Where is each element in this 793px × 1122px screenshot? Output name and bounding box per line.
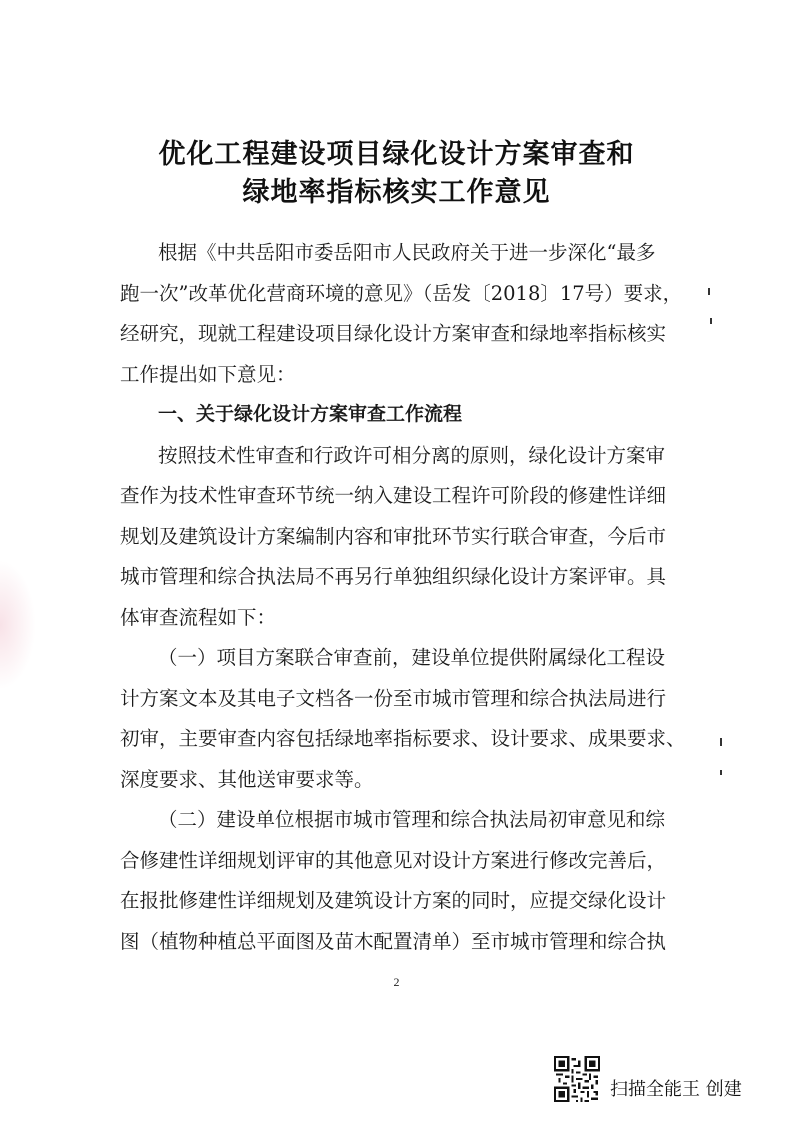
scan-mark bbox=[708, 288, 710, 295]
page-number: 2 bbox=[393, 975, 400, 989]
body-line-7: 查作为技术性审查环节统一纳入建设工程许可阶段的修建性详细 bbox=[120, 484, 667, 507]
body-line-17: 在报批修建性详细规划及建筑设计方案的同时，应提交绿化设计 bbox=[120, 889, 667, 912]
scan-stain bbox=[0, 560, 36, 690]
body-line-18: 图（植物种植总平面图及苗木配置清单）至市城市管理和综合执 bbox=[120, 929, 667, 953]
body-line-6: 按照技术性审查和行政许可相分离的原则，绿化设计方案审 bbox=[158, 443, 666, 467]
scan-mark bbox=[720, 738, 722, 746]
body-line-16: 合修建性详细规划评审的其他意见对设计方案进行修改完善后， bbox=[120, 848, 667, 872]
body-line-4: 工作提出如下意见： bbox=[120, 362, 296, 386]
document-title-line-2: 绿地率指标核实工作意见 bbox=[242, 177, 551, 208]
scan-mark bbox=[710, 318, 712, 324]
body-line-3: 经研究，现就工程建设项目绿化设计方案审查和绿地率指标核实 bbox=[120, 322, 667, 345]
body-line-13: 初审，主要审查内容包括绿地率指标要求、设计要求、成果要求、 bbox=[120, 727, 686, 750]
scan-mark bbox=[720, 770, 722, 775]
body-line-11: （一）项目方案联合审查前，建设单位提供附属绿化工程设 bbox=[158, 646, 666, 669]
scanner-watermark: 扫描全能王 创建 bbox=[610, 1079, 742, 1100]
body-line-2: 跑一次”改革优化营商环境的意见》（岳发〔2018〕17号）要求， bbox=[120, 281, 683, 305]
body-line-1: 根据《中共岳阳市委岳阳市人民政府关于进一步深化“最多 bbox=[158, 241, 656, 264]
body-line-15: （二）建设单位根据市城市管理和综合执法局初审意见和综 bbox=[158, 808, 666, 831]
body-line-12: 计方案文本及其电子文档各一份至市城市管理和综合执法局进行 bbox=[120, 686, 667, 710]
body-line-9: 城市管理和综合执法局不再另行单独组织绿化设计方案评审。具 bbox=[120, 565, 667, 588]
qr-code-icon bbox=[554, 1056, 600, 1102]
body-line-14: 深度要求、其他送审要求等。 bbox=[120, 767, 374, 791]
body-line-10: 体审查流程如下： bbox=[120, 605, 277, 629]
body-line-8: 规划及建筑设计方案编制内容和审批环节实行联合审查，今后市 bbox=[120, 524, 667, 548]
section-heading-1: 一、关于绿化设计方案审查工作流程 bbox=[158, 403, 463, 425]
document-title-line-1: 优化工程建设项目绿化设计方案审查和 bbox=[158, 139, 635, 170]
